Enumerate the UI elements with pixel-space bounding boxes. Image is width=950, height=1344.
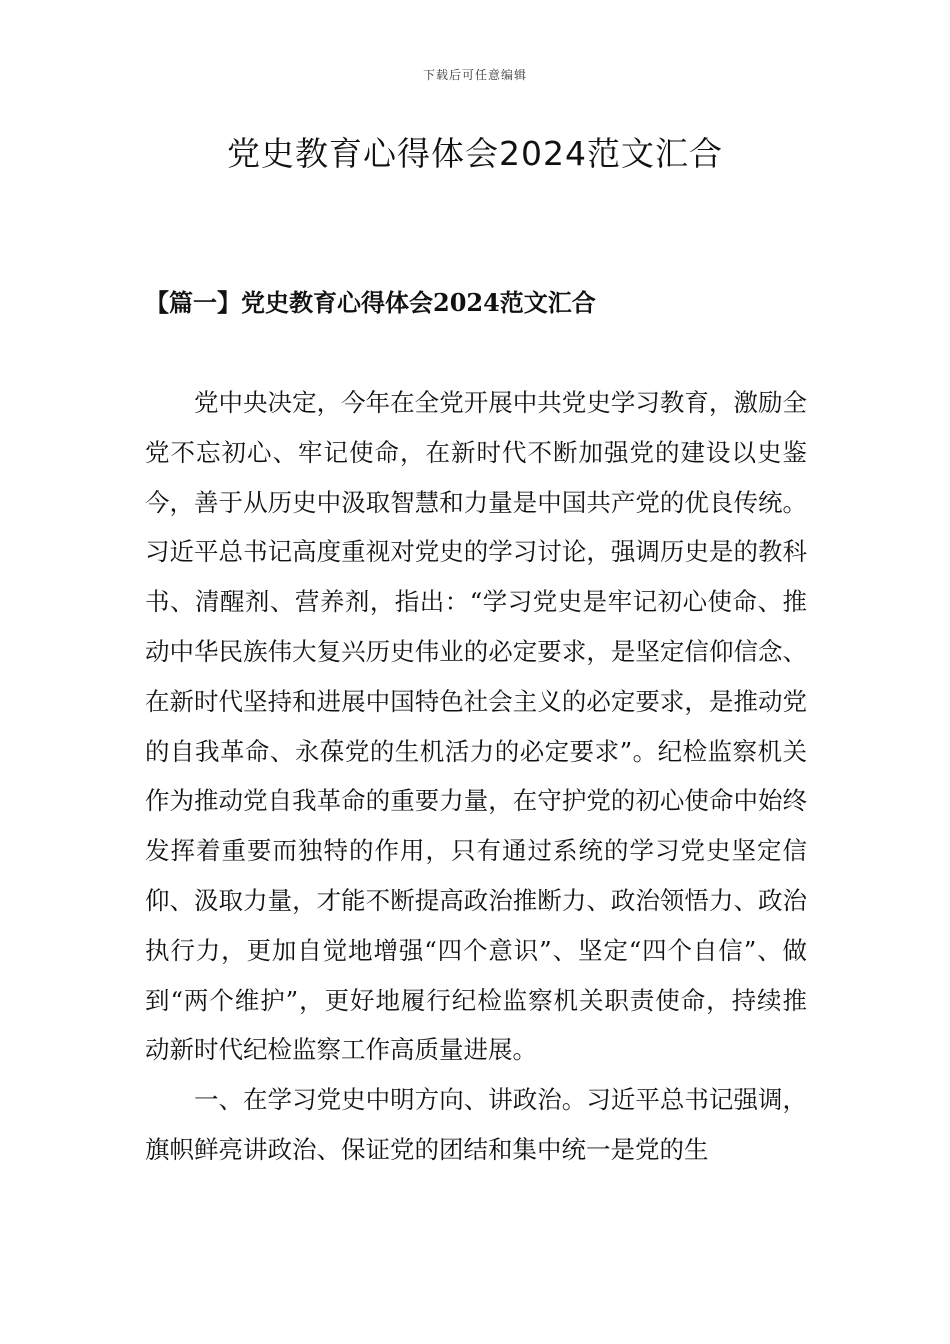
paragraph-2: 一、在学习党史中明方向、讲政治。习近平总书记强调，旗帜鲜亮讲政治、保证党的团结和集中统一是党的生	[145, 1085, 807, 1164]
document-title: 党史教育心得体会2024范文汇合	[227, 134, 723, 173]
header-note: 下载后可任意编辑	[422, 68, 527, 82]
section-heading: 【篇一】党史教育心得体会2024范文汇合	[145, 288, 596, 317]
body-text	[145, 378, 807, 1175]
paragraph-1: 党中央决定，今年在全党开展中共党史学习教育，激励全党不忘初心、牢记使命，在新时代不断加强党的建设以史鉴今，善于从历史中汲取智慧和力量是中国共产党的优良传统。习近平总书记高度重视对党史的学习讨论，强调历史是的教科书、清醒剂、营养剂，指出：“学习党史是牢记初心使命、推动中华民族伟大复兴历史伟业的必定要求，是坚定信仰信念、在新时代坚持和进展中国特色社会主义的必定要求，是推动党的自我革命、永葆党的生机活力的必定要求”。纪检监察机关作为推动党自我革命的重要力量，在守护党的初心使命中始终发挥着重要而独特的作用，只有通过系统的学习党史坚定信仰、汲取力量，才能不断提高政治推断力、政治领悟力、政治执行力，更加自觉地增强“四个意识”、坚定“四个自信”、做到“两个维护”，更好地履行纪检监察机关职责使命，持续推动新时代纪检监察工作高质量进展。	[145, 388, 807, 1065]
